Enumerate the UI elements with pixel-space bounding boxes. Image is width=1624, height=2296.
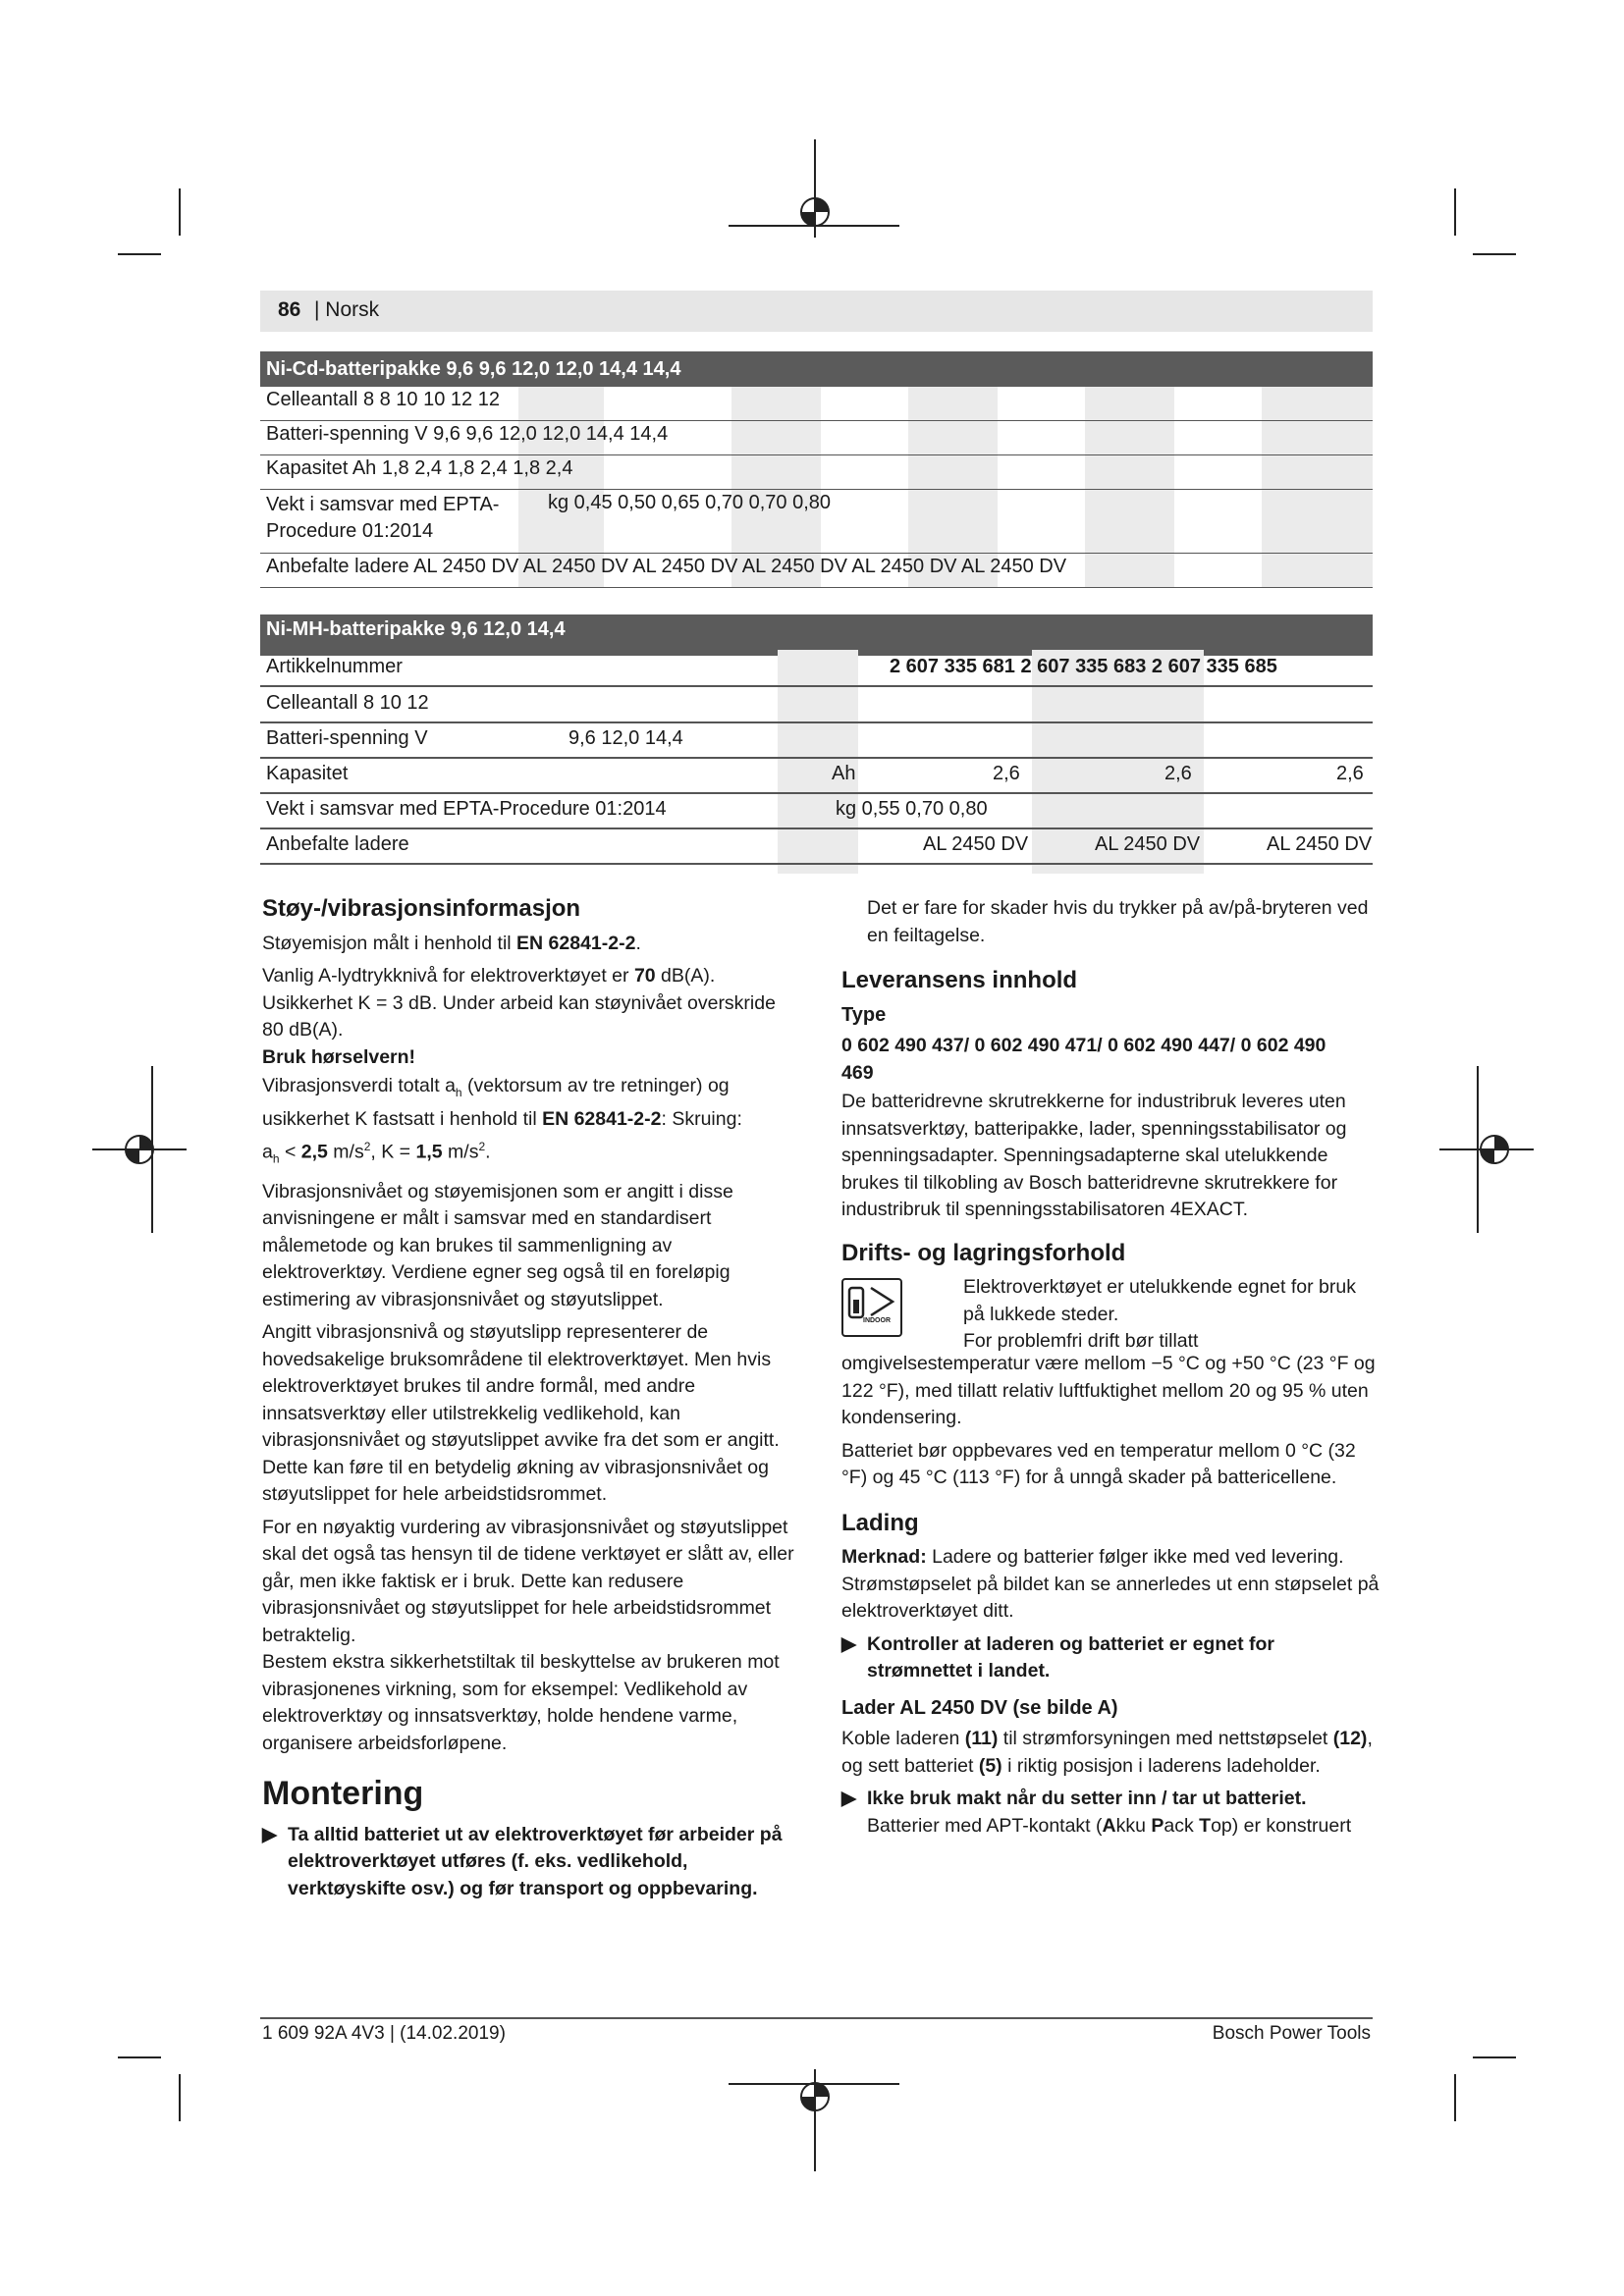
table-row: Anbefalte ladere AL 2450 DV AL 2450 DV AL 2450 DV AL 2450 DV AL 2450 DV AL 2450 DV (260, 554, 1373, 588)
crop-mark (118, 253, 161, 255)
crop-mark (179, 2074, 181, 2121)
row-divider (260, 828, 1373, 829)
column-shade (908, 421, 998, 454)
row-divider (260, 863, 1373, 865)
bullet-arrow-icon: ▶ (262, 1823, 277, 1845)
ladere-value: AL 2450 DV (1267, 833, 1373, 855)
kapasitet-value: 2,6 (1336, 763, 1364, 784)
bullet-arrow-icon: ▶ (841, 1632, 856, 1655)
nicd-spec-table (260, 351, 1373, 588)
table-row: Vekt i samsvar med EPTA- Procedure 01:2014 kg 0,45 0,50 0,65 0,70 0,70 0,80 (260, 490, 1373, 554)
section-heading: Lading (841, 1509, 919, 1536)
column-shade (908, 490, 998, 553)
row-divider (260, 792, 1373, 794)
page-header (260, 291, 1373, 332)
paragraph: Bruk hørselvern! (262, 1045, 416, 1068)
crop-mark (1473, 253, 1516, 255)
column-shade (1085, 421, 1174, 454)
paragraph: Angitt vibrasjonsnivå og støyutslipp representerer de hovedsakelige bruksområdene til elektroverktøyet. Men hvis elektroverktøyet brukes til andre formål, med andre innsatsverktøy eller utilstrekkelig vedlikehold, kan vibrasjonsnivået og støyutslippet avvike fra det som er angitt. Dette kan føre til en betydelig økning av vibrasjonsnivået og støyutslippet for hele arbeidstidsrommet. (262, 1321, 780, 1506)
paragraph: Koble laderen (11) til strømforsyningen med nettstøpselet (12), og sett batteriet (5) i riktig posisjon i laderens ladeholder. (841, 1728, 1373, 1777)
column-shade (1262, 421, 1373, 454)
crop-mark (118, 2056, 161, 2058)
column-shade (731, 421, 821, 454)
column-shade (731, 387, 821, 420)
artikkel-values: 2 607 335 681 2 607 335 683 2 607 335 685 (890, 656, 1277, 677)
paragraph: For problemfri drift bør tillatt (963, 1330, 1199, 1352)
paragraph: Støyemisjon målt i henhold til EN 62841-2-2. (262, 932, 641, 954)
paragraph: Merknad: Ladere og batterier følger ikke med ved levering. (841, 1546, 1344, 1568)
subheading: Type (841, 1003, 887, 1026)
crop-mark (179, 188, 181, 236)
paragraph: Vanlig A-lydtrykknivå for elektroverktøyet er 70 dB(A). Usikkerhet K = 3 dB. Under arbeid kan støynivået overskride 80 dB(A). (262, 965, 776, 1041)
section-heading-large: Montering (262, 1775, 424, 1813)
paragraph: Bestem ekstra sikkerhetstiltak til beskyttelse av brukeren mot vibrasjonenes virkning, som for eksempel: Vedlikehold av elektroverktøy og innsatsverktøy, holde hendene varme, organisere arbeidsforløpene. (262, 1651, 780, 1754)
section-heading: Leveransens innhold (841, 967, 1078, 993)
column-shade (518, 387, 604, 420)
paragraph: Vibrasjonsnivået og støyemisjonen som er angitt i disse anvisningene er målt i samsvar med en standardisert målemetode og kan brukes til sammenligning av elektroverktøy. Verdiene egner seg også til en foreløpig estimering av vibrasjonsnivået og støyutslippet. (262, 1180, 733, 1310)
column-shade (1262, 490, 1373, 553)
paragraph: For en nøyaktig vurdering av vibrasjonsnivået og støyutslippet skal det også tas hensyn til de tidene verktøyet er slått av, eller går, men ikke faktisk er i bruk. Dette kan redusere vibrasjonsnivået og støyutslippet for hele arbeidstidsrommet betraktelig. (262, 1516, 794, 1646)
spenning-label: Batteri-spenning V (266, 727, 428, 749)
table-row: Batteri-spenning V 9,6 9,6 12,0 12,0 14,4 14,4 (260, 421, 1373, 455)
right-column (841, 895, 1380, 1840)
footer-left: 1 609 92A 4V3 | (14.02.2019) (262, 2023, 506, 2044)
page-number: 86 (278, 298, 301, 321)
vekt-values: kg 0,55 0,70 0,80 (836, 798, 988, 820)
crop-mark (1454, 2074, 1456, 2121)
bullet-item: ▶ Kontroller at laderen og batteriet er egnet for strømnettet i landet. (841, 1632, 1274, 1682)
vekt-label: Vekt i samsvar med EPTA-Procedure 01:2014 (266, 798, 667, 820)
section-heading: Drifts- og lagringsforhold (841, 1239, 1126, 1266)
paragraph: Strømstøpselet på bildet kan se annerledes ut enn støpselet på elektroverktøyet ditt. (841, 1573, 1380, 1622)
row-divider (260, 685, 1373, 687)
crop-mark (1473, 2056, 1516, 2058)
bullet-item: ▶ Ta alltid batteriet ut av elektroverktøyet før arbeider på elektroverktøyet utføres (f. eks. vedlikehold, verktøyskifte osv.) og før transport og oppbevaring. (262, 1823, 783, 1899)
column-shade (1262, 455, 1373, 489)
paragraph: Batteriet bør oppbevares ved en temperatur mellom 0 °C (32 °F) og 45 °C (113 °F) for å unngå skader på battericellene. (841, 1439, 1356, 1488)
column-shade (778, 650, 858, 874)
column-shade (908, 455, 998, 489)
paragraph: Vibrasjonsverdi totalt $a_h$ (vektorsum av tre retninger) og usikkerhet K fastsatt i henhold til EN 62841-2-2: Skruing: $a_h < 2,5$ $m/s^2$, K = 1,5 $m/s^2$. (262, 1075, 742, 1166)
table-row: Kapasitet Ah 1,8 2,4 1,8 2,4 1,8 2,4 (260, 455, 1373, 490)
registration-target-icon (797, 2079, 833, 2114)
footer-right: Bosch Power Tools (1212, 2023, 1371, 2044)
row-divider (260, 757, 1373, 759)
column-shade (1085, 490, 1174, 553)
ladere-value: AL 2450 DV (1095, 833, 1201, 855)
bullet-item: ▶ Ikke bruk makt når du setter inn / tar ut batteriet. Batterier med APT-kontakt (Akku Pack Top) er konstruert (841, 1788, 1352, 1837)
kapasitet-unit: Ah (832, 763, 856, 784)
artikkel-label: Artikkelnummer (266, 656, 403, 677)
paragraph: De batteridrevne skrutrekkerne for industribruk leveres uten innsatsverktøy, batteripakke, lader, spenningsstabilisator og spenningsadapter. Spenningsadapterne skal utelukkende brukes til tilkobling av Bosch batteridrevne skrutrekkere for industribruk til spenningsstabilisatoren 4EXACT. (841, 1091, 1347, 1220)
paragraph: Det er fare for skader hvis du trykker på av/på-bryteren ved en feiltagelse. (867, 897, 1369, 946)
header-language: | Norsk (314, 298, 380, 321)
column-shade (1085, 387, 1174, 420)
ladere-label: Anbefalte ladere (266, 833, 409, 855)
kapasitet-value: 2,6 (993, 763, 1020, 784)
column-shade (1262, 387, 1373, 420)
table-title: Ni-MH-batteripakke 9,6 12,0 14,4 (260, 614, 1373, 656)
type-numbers: 0 602 490 437/ 0 602 490 471/ 0 602 490 447/ 0 602 490 469 (841, 1035, 1326, 1084)
ladere-value: AL 2450 DV (923, 833, 1029, 855)
celle-row: Celleantall 8 10 12 (266, 692, 429, 714)
spenning-values: 9,6 12,0 14,4 (568, 727, 683, 749)
column-shade (908, 387, 998, 420)
registration-target-icon (1477, 1132, 1512, 1167)
table-title: Ni-Cd-batteripakke 9,6 9,6 12,0 12,0 14,4 14,4 (260, 351, 1373, 387)
section-heading: Støy-/vibrasjonsinformasjon (262, 895, 581, 922)
table-row: Celleantall 8 8 10 10 12 12 (260, 387, 1373, 421)
kapasitet-value: 2,6 (1164, 763, 1192, 784)
registration-target-icon (122, 1132, 157, 1167)
footer-rule (260, 2017, 1373, 2019)
kapasitet-label: Kapasitet (266, 763, 349, 784)
column-shade (1262, 554, 1373, 587)
drift-icon-block (841, 1274, 1380, 1355)
column-shade (1085, 455, 1174, 489)
row-divider (260, 721, 1373, 723)
subheading: Lader AL 2450 DV (se bilde A) (841, 1696, 1118, 1719)
left-column (262, 895, 800, 1902)
paragraph: omgivelsestemperatur være mellom −5 °C og +50 °C (23 °F og 122 °F), med tillatt relativ luftfuktighet mellom 20 og 95 % uten kondensering. (841, 1353, 1376, 1428)
registration-target-icon (797, 194, 833, 230)
nimh-spec-table (260, 614, 1373, 874)
column-shade (1085, 554, 1174, 587)
bullet-arrow-icon: ▶ (841, 1788, 856, 1809)
indoor-icon: INDOOR (841, 1278, 902, 1337)
paragraph: Elektroverktøyet er utelukkende egnet for bruk på lukkede steder. (963, 1276, 1356, 1325)
crop-mark (1454, 188, 1456, 236)
column-shade (731, 455, 821, 489)
